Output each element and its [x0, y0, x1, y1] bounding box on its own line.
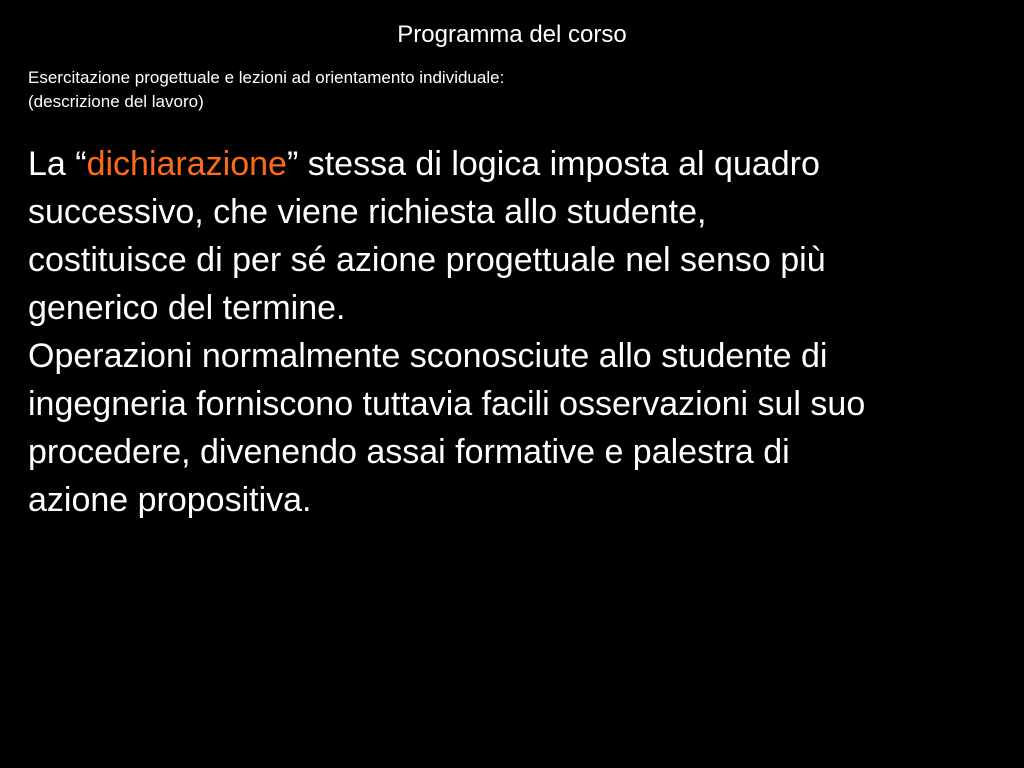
- slide-title: Programma del corso: [397, 21, 627, 48]
- subtitle-line-2: (descrizione del lavoro): [28, 92, 204, 111]
- paragraph-2-line-4: azione propositiva.: [28, 481, 312, 519]
- quote-prefix: La “: [28, 145, 87, 183]
- slide-subtitle: [28, 66, 928, 114]
- slide-body: [28, 140, 1018, 524]
- subtitle-line-1: Esercitazione progettuale e lezioni ad orientamento individuale:: [28, 68, 505, 87]
- paragraph-1-line-1: [28, 140, 1018, 188]
- paragraph-2-line-3: procedere, divenendo assai formative e palestra di: [28, 433, 790, 471]
- quote-suffix: ” stessa di logica imposta al quadro: [286, 145, 820, 183]
- paragraph-1-line-4: generico del termine.: [28, 289, 346, 327]
- paragraph-2-line-1: Operazioni normalmente sconosciute allo studente di: [28, 337, 828, 375]
- paragraph-2-line-2: ingegneria forniscono tuttavia facili osservazioni sul suo: [28, 385, 866, 423]
- paragraph-1-line-2: successivo, che viene richiesta allo studente,: [28, 193, 707, 231]
- highlighted-term: dichiarazione: [86, 145, 287, 183]
- paragraph-1-line-3: costituisce di per sé azione progettuale nel senso più: [28, 241, 826, 279]
